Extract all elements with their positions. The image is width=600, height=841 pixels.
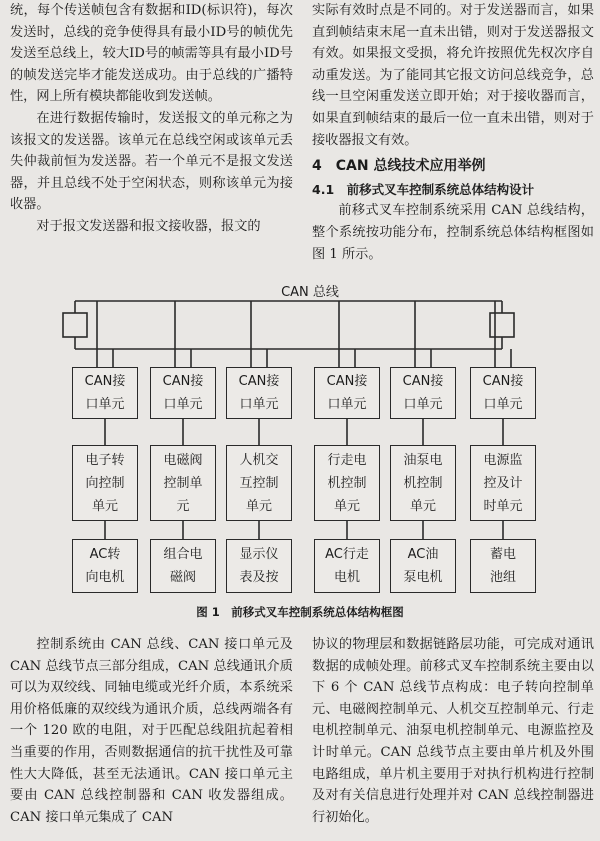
box-label-line: 口单元 — [163, 397, 203, 412]
control-unit-box — [226, 445, 292, 521]
can-interface-box — [150, 367, 216, 419]
device-box — [470, 539, 536, 593]
can-interface-box — [470, 367, 536, 419]
right-column-bottom — [312, 634, 594, 828]
control-unit-box — [390, 445, 456, 521]
box-label-line: 元 — [176, 498, 190, 514]
box-label-line: 蓄电 — [489, 547, 516, 562]
figure-caption: 图 1 前移式叉车控制系统总体结构框图 — [196, 605, 404, 619]
box-label-line: CAN接 — [84, 374, 126, 389]
control-unit-box — [72, 445, 138, 521]
box-label-line: CAN接 — [402, 374, 444, 389]
paragraph: 在进行数据传输时，发送报文的单元称之为该报文的发送器。该单元在总线空闲或该单元丢失仲裁前恒为发送器。若一个单元不是报文发送器，并且总线不处于空闲状态，则称该单元为接收器。 — [10, 110, 293, 213]
box-label-line: 单元 — [245, 498, 272, 514]
control-unit-box — [314, 445, 380, 521]
box-label-line: CAN接 — [238, 374, 280, 389]
device-box — [390, 539, 456, 593]
box-label-line: 显示仪 — [239, 547, 279, 562]
box-label-line: 口单元 — [483, 397, 523, 412]
box-label-line: 电源监 — [483, 452, 523, 468]
box-label-line: 电子转 — [85, 452, 125, 468]
terminator-left — [63, 313, 87, 337]
box-label-line: 机控制 — [327, 475, 367, 491]
paragraph: 协议的物理层和数据链路层功能，可完成对通讯数据的成帧处理。前移式叉车控制系统主要由以下 6 个 CAN 总线节点构成：电子转向控制单元、电磁阀控制单元、人机交互控制单元、行走电机控制单元、油泵电机控制单元、电源监控及计时单元。CAN 总线节点主要由单片机及外围电路组成，单片机主要用于对执行机构进行控制及对有关信息进行处理并对 CAN 总线控制器进行初始化。 — [312, 637, 594, 825]
paragraph: 前移式叉车控制系统采用 CAN 总线结构，整个系统按功能分布，控制系统总体结构框图如图 1 所示。 — [312, 203, 594, 262]
section-heading: 4 CAN 总线技术应用举例 — [312, 158, 486, 175]
box-label-line: 单元 — [91, 498, 118, 514]
device-box — [150, 539, 216, 593]
box-label-line: CAN接 — [482, 374, 524, 389]
can-interface-box — [72, 367, 138, 419]
can-interface-box — [226, 367, 292, 419]
box-label-line: 组合电 — [163, 547, 203, 562]
box-label-line: CAN接 — [162, 374, 204, 389]
box-label-line: 单元 — [409, 498, 436, 514]
paragraph: 对于报文发送器和报文接收器，报文的 — [36, 218, 261, 234]
box-label-line: 控及计 — [483, 475, 523, 491]
box-label-line: 向电机 — [85, 570, 125, 585]
can-interface-box — [390, 367, 456, 419]
control-unit-box — [150, 445, 216, 521]
subsection-heading: 4.1 前移式叉车控制系统总体结构设计 — [312, 181, 535, 197]
box-label-line: 机控制 — [403, 475, 443, 491]
box-label-line: 单元 — [333, 498, 360, 514]
box-label-line: 人机交 — [239, 452, 279, 468]
box-label-line: CAN接 — [326, 374, 368, 389]
box-label-line: 泵电机 — [403, 570, 443, 585]
box-label-line: 磁阀 — [169, 570, 196, 585]
box-label-line: 池组 — [489, 570, 516, 585]
left-column-bottom — [10, 634, 293, 828]
paragraph: 统，每个传送帧包含有数据和ID(标识符)，每次发送时，总线的竞争使得具有最小ID号的帧优先发送至总线上，较大ID号的帧需等具有最小ID号的帧发送完毕才能发送成功。由于总线的广播特性，网上所有模块都能收到发送帧。 — [10, 3, 293, 105]
box-label-line: AC油 — [407, 547, 439, 562]
box-label-line: AC行走 — [325, 547, 369, 562]
device-box — [226, 539, 292, 593]
control-unit-box — [470, 445, 536, 521]
box-label-line: 行走电 — [327, 452, 367, 468]
box-label-line: 口单元 — [239, 397, 279, 412]
box-label-line: 向控制 — [85, 475, 125, 491]
box-label-line: 控制单 — [163, 475, 203, 491]
box-label-line: 电磁阀 — [163, 452, 203, 468]
box-label-line: 口单元 — [327, 397, 367, 412]
paragraph: 控制系统由 CAN 总线、CAN 接口单元及 CAN 总线节点三部分组成，CAN 总线通讯介质可以为双绞线、同轴电缆或光纤介质，本系统采用价格低廉的双绞线为通讯介质，总线两端各有一个 120 欧的电阻，对于匹配总线阻抗起着相当重要的作用，否则数据通信的抗干扰性及可靠性大大降低，甚至无法通讯。CAN 接口单元主要由 CAN 总线控制器和 CAN 收发器组成。CAN 接口单元集成了 CAN — [10, 637, 293, 825]
box-label-line: 互控制 — [239, 475, 279, 491]
paragraph: 实际有效时点是不同的。对于发送器而言，如果直到帧结束末尾一直未出错，则对于发送器报文有效。如果报文受损，将允许按照优先权次序自动重发送。为了能同其它报文访问总线竞争，总线一旦空闲重发送立即开始；对于接收器而言，如果直到帧结束的最后一位一直未出错，则对于接收器报文有效。 — [312, 3, 594, 148]
box-label-line: 口单元 — [85, 397, 125, 412]
box-label-line: 时单元 — [483, 498, 523, 514]
bus-title: CAN 总线 — [281, 285, 339, 300]
box-label-line: 表及按 — [239, 570, 279, 585]
device-box — [314, 539, 380, 593]
box-label-line: 油泵电 — [403, 452, 443, 468]
box-label-line: AC转 — [89, 547, 121, 562]
device-box — [72, 539, 138, 593]
box-label-line: 口单元 — [403, 397, 443, 412]
terminator-right — [490, 313, 514, 337]
box-label-line: 电机 — [333, 570, 360, 585]
can-interface-box — [314, 367, 380, 419]
